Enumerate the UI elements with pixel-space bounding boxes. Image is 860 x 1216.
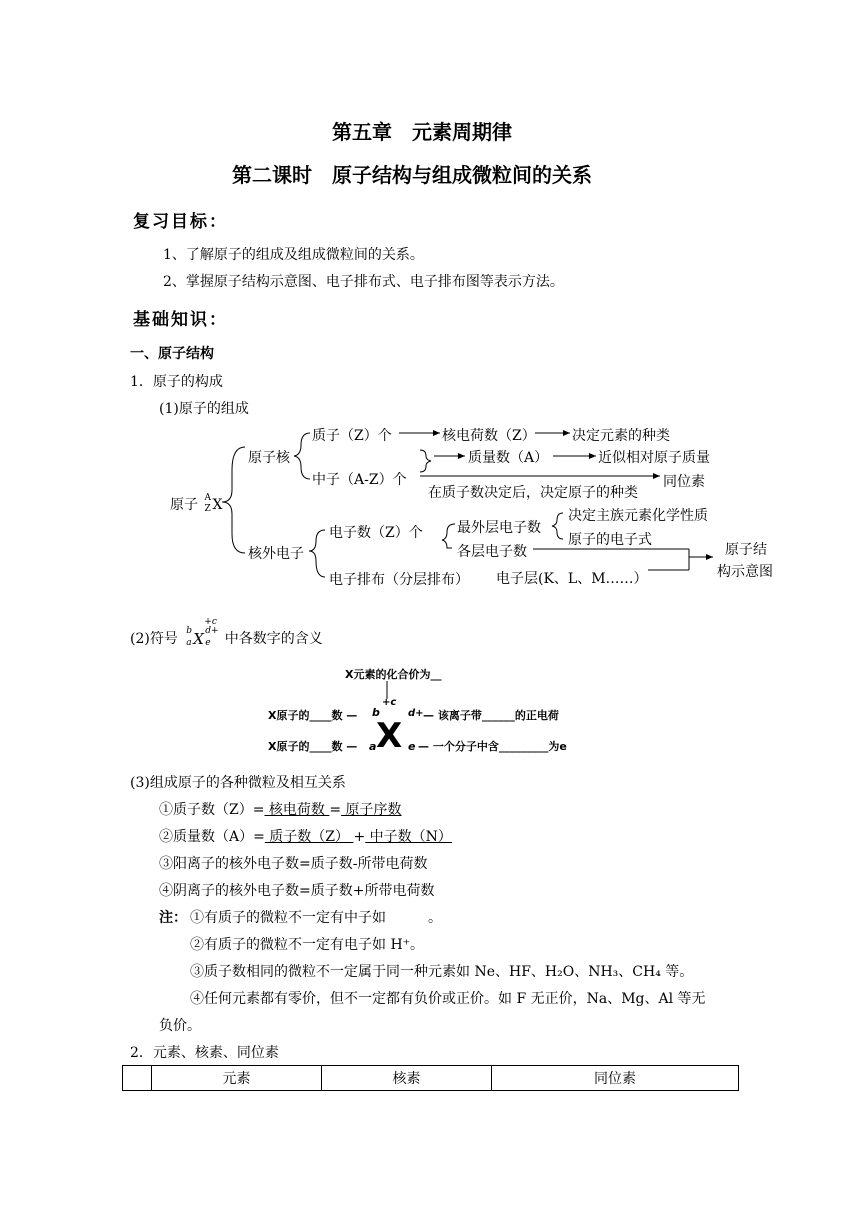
symbol-d: d+ xyxy=(205,626,219,636)
table-header-isotope: 同位素 xyxy=(492,1066,739,1091)
atom-text: 原子 xyxy=(170,497,198,513)
symbol-c: +c xyxy=(204,617,217,627)
isotope-note: 在质子数决定后，决定原子的种类 xyxy=(428,485,638,501)
figure-c: +c xyxy=(382,697,397,708)
nuclear-charge-label: 核电荷数（Z） xyxy=(442,428,536,444)
main-group-label: 决定主族元素化学性质 xyxy=(568,508,708,524)
relation-2-plus: + xyxy=(353,829,366,845)
symbol-label-post: 中各数字的含义 xyxy=(224,631,323,647)
sub1a-heading: (1)原子的组成 xyxy=(159,401,249,417)
element-nuclide-isotope-table xyxy=(122,1065,739,1091)
outer-electrons-label: 核外电子 xyxy=(248,546,304,562)
relation-2-lhs: ②质量数（A）= xyxy=(159,829,265,845)
outermost-label: 最外层电子数 xyxy=(457,520,541,536)
atom-mass: A xyxy=(204,493,211,503)
relation-3: ③阳离子的核外电子数=质子数-所带电荷数 xyxy=(159,856,428,872)
figure-x: X xyxy=(376,716,403,756)
figure-row1-left: X原子的____数 — xyxy=(268,709,358,722)
neutron-label: 中子（A-Z）个 xyxy=(312,472,407,488)
arrangement-label: 电子排布（分层排布） xyxy=(329,572,469,588)
structure-diagram-label-2: 构示意图 xyxy=(717,564,773,580)
notes-label: 注： xyxy=(159,910,187,926)
relation-2-term2: 中子数（N） xyxy=(365,829,452,845)
relations-heading: (3)组成原子的各种微粒及相互关系 xyxy=(130,775,346,791)
symbol-b: b xyxy=(186,626,193,636)
atom-x: X xyxy=(212,497,223,513)
relation-1-lhs: ①质子数（Z）= xyxy=(159,802,265,818)
review-item-2: 2、掌握原子结构示意图、电子排布式、电子排布图等表示方法。 xyxy=(163,274,564,290)
relation-1 xyxy=(159,799,402,819)
nucleus-label: 原子核 xyxy=(248,450,290,466)
symbol-e: e xyxy=(205,638,211,648)
valence-label: X元素的化合价为__ xyxy=(345,668,442,681)
relation-1-term2: 原子序数 xyxy=(341,802,402,818)
symbol-a: a xyxy=(186,638,192,648)
atom-z: Z xyxy=(204,504,211,514)
figure-b: b xyxy=(372,706,380,719)
electron-config-label: 原子的电子式 xyxy=(568,532,652,548)
each-layer-label: 各层电子数 xyxy=(457,544,527,560)
figure-row2-right: — 一个分子中含_________为e xyxy=(418,740,567,753)
relation-2-term1: 质子数（Z） xyxy=(264,829,354,845)
review-heading: 复习目标： xyxy=(133,212,228,232)
shells-label: 电子层(K、L、M……） xyxy=(496,571,648,587)
table-header-blank xyxy=(123,1066,152,1091)
proton-label: 质子（Z）个 xyxy=(312,428,392,444)
figure-row2-left: X原子的____数 — xyxy=(268,740,358,753)
table-header-element: 元素 xyxy=(152,1066,322,1091)
figure-a: a xyxy=(369,740,377,753)
isotope-label: 同位素 xyxy=(663,474,705,490)
symbol-x: X xyxy=(193,630,204,648)
mass-number-label: 质量数（A） xyxy=(468,450,549,466)
chapter-title: 第五章 元素周期律 xyxy=(332,120,512,144)
figure-e: e xyxy=(408,740,416,753)
sub1-heading: 1．原子的构成 xyxy=(130,374,223,390)
table-row xyxy=(123,1066,739,1091)
part1-heading: 一、原子结构 xyxy=(130,346,214,362)
relation-1-term1: 核电荷数 xyxy=(264,802,330,818)
relation-2 xyxy=(159,826,452,846)
relation-1-eq: = xyxy=(329,802,342,818)
approx-mass-label: 近似相对原子质量 xyxy=(598,450,710,466)
relation-4: ④阴离子的核外电子数=质子数+所带电荷数 xyxy=(159,883,435,899)
basics-heading: 基础知识： xyxy=(133,310,228,330)
part2-heading: 2．元素、核素、同位素 xyxy=(130,1045,279,1061)
figure-d: d+ xyxy=(408,708,424,719)
note-4a: ④任何元素都有零价，但不一定都有负价或正价。如 F 无正价，Na、Mg、Al 等无 xyxy=(190,991,706,1007)
symbol-label-pre: (2)符号 xyxy=(130,631,178,647)
table-header-nuclide: 核素 xyxy=(322,1066,492,1091)
note-3: ③质子数相同的微粒不一定属于同一种元素如 Ne、HF、H₂O、NH₃、CH₄ 等。 xyxy=(190,964,694,980)
note-4b: 负价。 xyxy=(159,1018,201,1034)
note-2: ②有质子的微粒不一定有电子如 H⁺。 xyxy=(190,937,425,953)
electron-count-label: 电子数（Z）个 xyxy=(329,525,423,541)
figure-row1-right: — 该离子带______的正电荷 xyxy=(423,709,559,722)
review-item-1: 1、了解原子的组成及组成微粒间的关系。 xyxy=(163,247,424,263)
element-kind-label: 决定元素的种类 xyxy=(572,428,670,444)
structure-diagram-label-1: 原子结 xyxy=(725,542,767,558)
lesson-title: 第二课时 原子结构与组成微粒间的关系 xyxy=(232,163,592,187)
note-1: ①有质子的微粒不一定有中子如 。 xyxy=(190,910,442,926)
